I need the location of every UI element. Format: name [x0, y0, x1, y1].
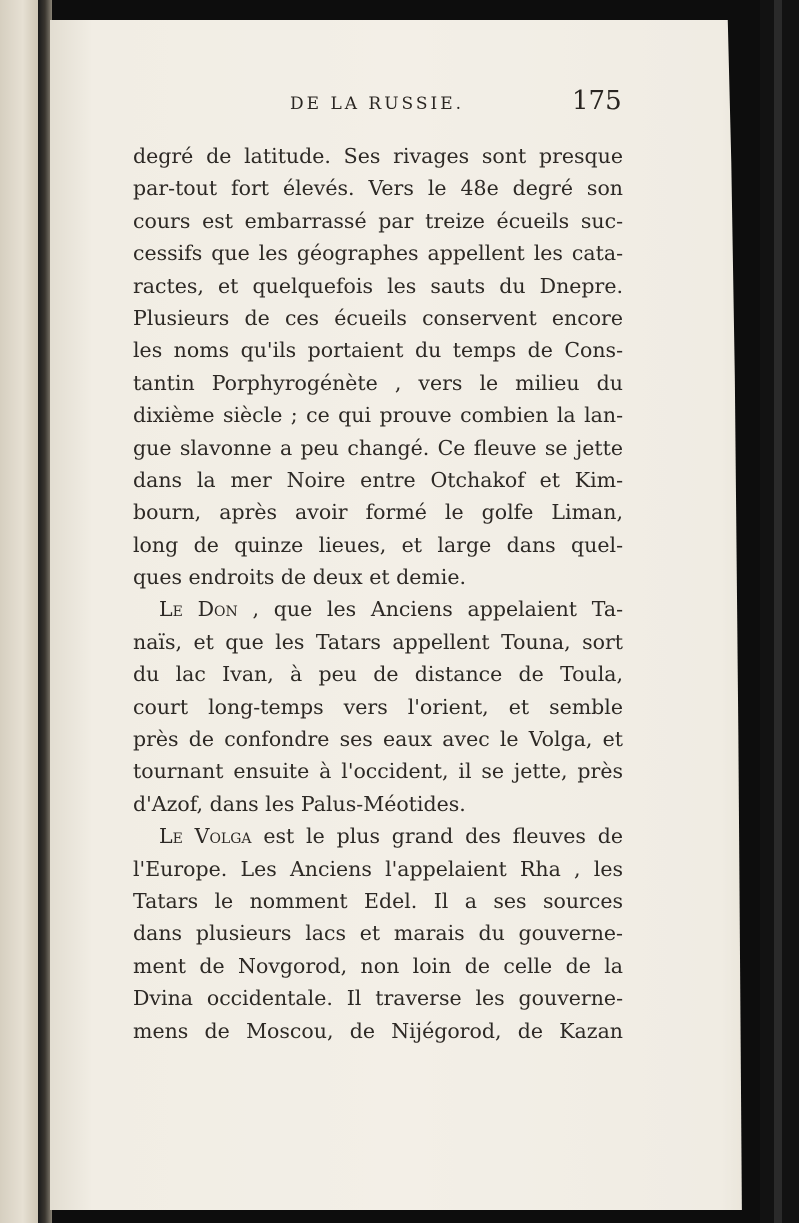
page-number: 175 — [572, 86, 622, 116]
text-line: Plusieurs de ces écueils conservent encore — [133, 305, 623, 330]
text-line: Le Volga est le plus grand des fleuves de — [159, 824, 623, 849]
section-lead-volga: Le Volga — [159, 824, 252, 849]
text-line: long de quinze lieues, et large dans quel- — [133, 532, 623, 557]
text-line: court long-temps vers l'orient, et semble — [133, 694, 623, 719]
text-line: tournant ensuite à l'occident, il se jette, près — [133, 759, 623, 784]
text-line: degré de latitude. Ses rivages sont presque — [133, 144, 623, 168]
book-gutter — [38, 0, 52, 1223]
text-line: ment de Novgorod, non loin de celle de la — [133, 953, 623, 978]
text-line: tantin Porphyrogénète , vers le milieu du — [133, 370, 623, 395]
scan-right-border — [760, 0, 799, 1223]
text-line: cessifs que les géographes appellent les cata- — [133, 241, 623, 266]
text-line: dixième siècle ; ce qui prouve combien la lan- — [133, 403, 623, 428]
running-title: DE LA RUSSIE. — [290, 94, 465, 114]
border-strip — [774, 0, 782, 1223]
text-line: dans la mer Noire entre Otchakof et Kim- — [133, 467, 623, 492]
text-line: naïs, et que les Tatars appellent Touna, sort — [133, 629, 623, 654]
text-line: l'Europe. Les Anciens l'appelaient Rha , les — [133, 856, 623, 881]
body-text — [133, 140, 623, 1047]
text-line: les noms qu'ils portaient du temps de Cons- — [133, 338, 623, 363]
text-line: cours est embarrassé par treize écueils suc- — [133, 208, 623, 233]
text-line: mens de Moscou, de Nijégorod, de Kazan — [133, 1018, 623, 1043]
text-line: près de confondre ses eaux avec le Volga, et — [133, 727, 623, 752]
text-line: ractes, et quelquefois les sauts du Dnepre. — [133, 273, 623, 298]
section-lead-don: Le Don , — [159, 597, 259, 622]
text-line: ques endroits de deux et demie. — [133, 565, 467, 590]
text-line: gue slavonne a peu changé. Ce fleuve se jette — [133, 435, 623, 460]
text-line: bourn, après avoir formé le golfe Liman, — [133, 500, 623, 525]
text-line: du lac Ivan, à peu de distance de Toula, — [133, 662, 623, 687]
text-line: Tatars le nomment Edel. Il a ses sources — [133, 888, 623, 913]
text-line: dans plusieurs lacs et marais du gouverne- — [133, 921, 623, 946]
text-line: Dvina occidentale. Il traverse les gouverne- — [133, 986, 623, 1011]
text-line: par-tout fort élevés. Vers le 48e degré son — [133, 176, 623, 201]
previous-page-edge — [0, 0, 38, 1223]
text-line: Le Don , que les Anciens appelaient Ta- — [159, 597, 624, 622]
text-line: d'Azof, dans les Palus-Méotides. — [133, 791, 466, 816]
